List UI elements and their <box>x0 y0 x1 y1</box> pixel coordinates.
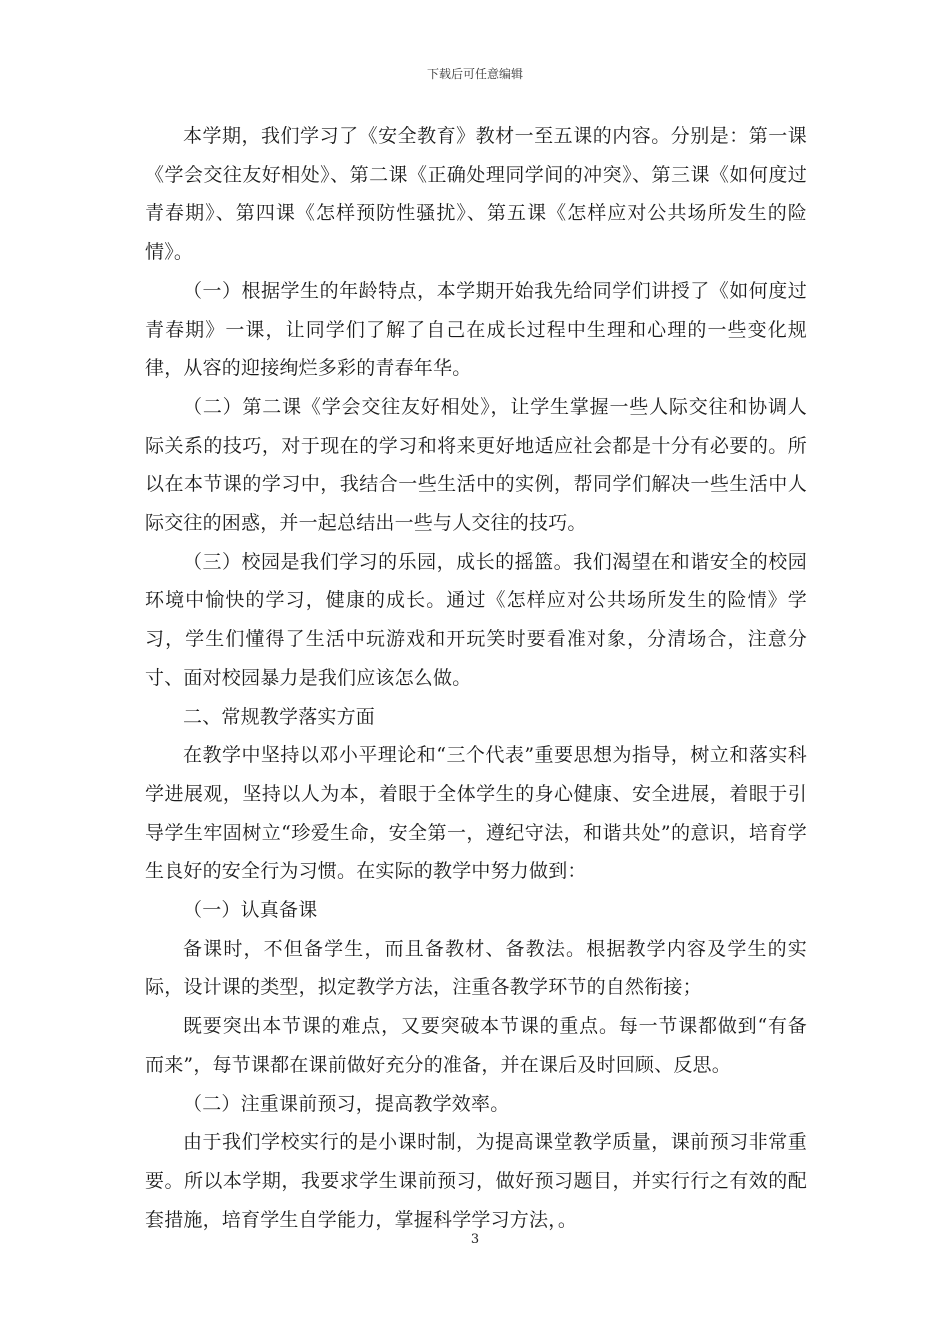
paragraph-item-3: （三）校园是我们学习的乐园，成长的摇篮。我们渴望在和谐安全的校园环境中愉快的学习，健康的成长。通过《怎样应对公共场所发生的险情》学习，学生们懂得了生活中玩游戏和开玩笑时要看准对象，分清场合，注意分寸、面对校园暴力是我们应该怎么做。 <box>145 550 807 689</box>
paragraph-item-1: （一）根据学生的年龄特点，本学期开始我先给同学们讲授了《如何度过青春期》一课，让同学们了解了自己在成长过程中生理和心理的一些变化规律，从容的迎接绚烂多彩的青春年华。 <box>145 279 807 380</box>
section-heading: 二、常规教学落实方面 <box>183 705 376 728</box>
subheading-lesson-prep: （一）认真备课 <box>183 899 318 922</box>
paragraph-preview: 由于我们学校实行的是小课时制，为提高课堂教学质量，课前预习非常重要。所以本学期，我要求学生课前预习，做好预习题目，并实行行之有效的配套措施，培育学生自学能力，掌握科学学习方法，。 <box>145 1131 807 1231</box>
page-header: 下载后可任意编辑 <box>426 67 523 81</box>
paragraph-lesson-prep: 备课时，不但备学生，而且备教材、备教法。根据教学内容及学生的实际，设计课的类型，拟定教学方法，注重各教学环节的自然衔接； <box>145 937 807 999</box>
paragraph-guideline: 在教学中坚持以邓小平理论和“三个代表”重要思想为指导，树立和落实科学进展观，坚持以人为本，着眼于全体学生的身心健康、安全进展，着眼于引导学生牢固树立“珍爱生命，安全第一，遵纪守法，和谐共处”的意识，培育学生良好的安全行为习惯。在实际的教学中努力做到： <box>145 744 807 883</box>
paragraph-key-points: 既要突出本节课的难点，又要突破本节课的重点。每一节课都做到“有备而来”，每节课都在课前做好充分的准备，并在课后及时回顾、反思。 <box>145 1015 807 1076</box>
document-body <box>145 117 807 1239</box>
paragraph-item-2: （二）第二课《学会交往友好相处》，让学生掌握一些人际交往和协调人际关系的技巧，对于现在的学习和将来更好地适应社会都是十分有必要的。所以在本节课的学习中，我结合一些生活中的实例，帮同学们解决一些生活中人际交往的困惑，并一起总结出一些与人交往的技巧。 <box>145 395 807 535</box>
page-number: 3 <box>470 1232 480 1247</box>
subheading-preview: （二）注重课前预习，提高教学效率。 <box>183 1092 510 1115</box>
paragraph-intro: 本学期，我们学习了《安全教育》教材一至五课的内容。分别是：第一课《学会交往友好相处》、第二课《正确处理同学间的冲突》、第三课《如何度过青春期》、第四课《怎样预防性骚扰》、第五课《怎样应对公共场所发生的险情》。 <box>145 125 807 264</box>
